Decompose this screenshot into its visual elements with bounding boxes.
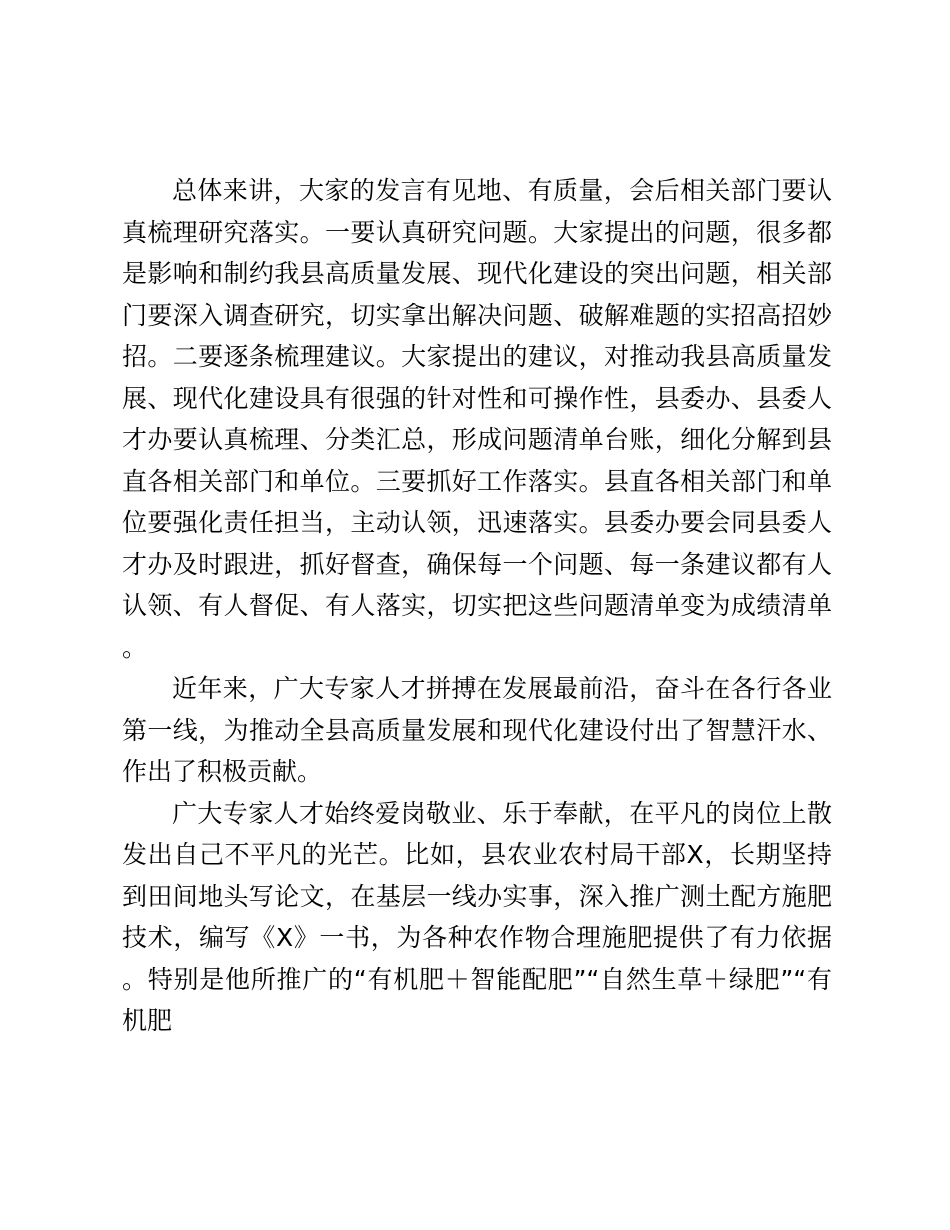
paragraph-experts-dedication: 广大专家人才始终爱岗敬业、乐于奉献，在平凡的岗位上散发出自己不平凡的光芒。比如，县农业农村局干部X，长期坚持到田间地头写论文，在基层一线办实事，深入推广测土配方施肥技术，编写《X》一书，为各种农作物合理施肥提供了有力依据。特别是他所推广的“有机肥＋智能配肥”“自然生草＋绿肥”“有机肥	[122, 798, 832, 1035]
paragraph-experts-contribution: 近年来，广大专家人才拼搏在发展最前沿，奋斗在各行各业第一线，为推动全县高质量发展和现代化建设付出了智慧汗水、作出了积极贡献。	[122, 674, 832, 786]
paragraph-work-implementation: 总体来讲，大家的发言有见地、有质量，会后相关部门要认真梳理研究落实。一要认真研究问题。大家提出的问题，很多都是影响和制约我县高质量发展、现代化建设的突出问题，相关部门要深入调查研究，切实拿出解决问题、破解难题的实招高招妙招。二要逐条梳理建议。大家提出的建议，对推动我县高质量发展、现代化建设具有很强的针对性和可操作性，县委办、县委人才办要认真梳理、分类汇总，形成问题清单台账，细化分解到县直各相关部门和单位。三要抓好工作落实。县直各相关部门和单位要强化责任担当，主动认领，迅速落实。县委办要会同县委人才办及时跟进，抓好督查，确保每一个问题、每一条建议都有人认领、有人督促、有人落实，切实把这些问题清单变为成绩清单。	[122, 176, 832, 662]
document-page	[122, 170, 832, 1042]
